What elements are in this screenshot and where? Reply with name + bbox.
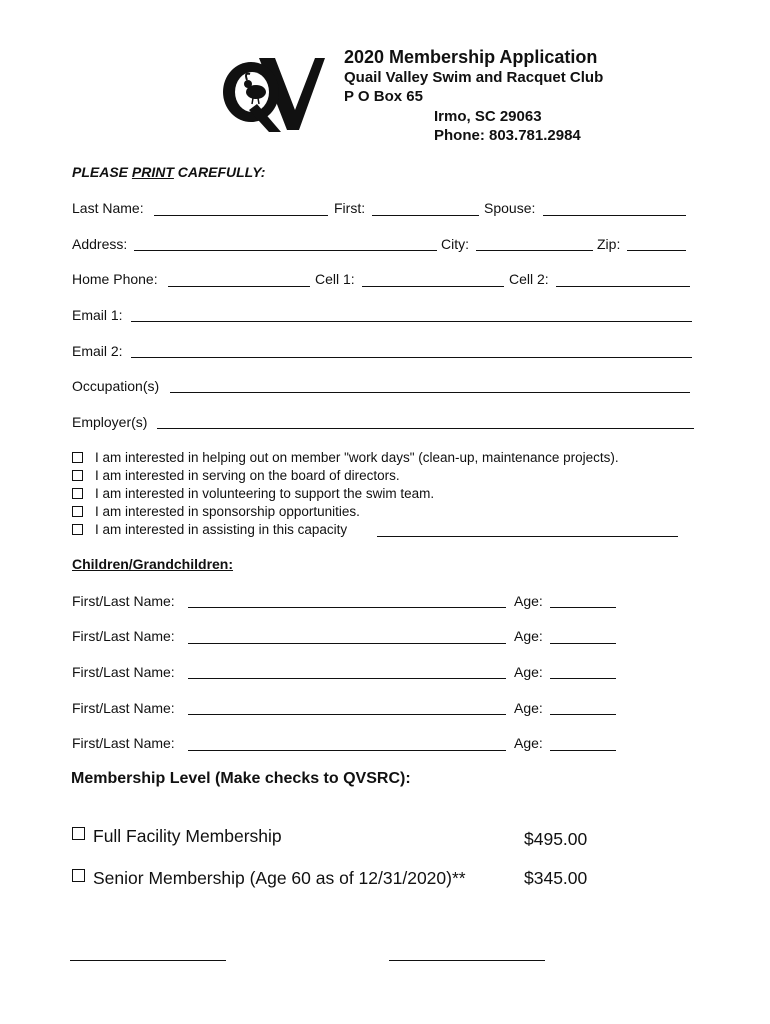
first-name-label: First: bbox=[334, 200, 366, 216]
price-senior: $345.00 bbox=[524, 868, 588, 888]
home-phone-field[interactable] bbox=[168, 286, 310, 287]
qv-quail-logo-icon bbox=[219, 52, 325, 132]
child-name-label: First/Last Name: bbox=[72, 664, 175, 680]
child-age-field[interactable] bbox=[550, 750, 616, 751]
zip-field[interactable] bbox=[627, 250, 686, 251]
child-age-label: Age: bbox=[514, 700, 543, 716]
checkbox-icon[interactable] bbox=[72, 869, 85, 882]
email2-label: Email 2: bbox=[72, 343, 123, 359]
interest-capacity[interactable]: I am interested in assisting in this capacity bbox=[72, 522, 347, 537]
child-age-field[interactable] bbox=[550, 607, 616, 608]
po-box: P O Box 65 bbox=[344, 88, 423, 105]
child-name-field[interactable] bbox=[188, 607, 506, 608]
phone: Phone: 803.781.2984 bbox=[434, 127, 581, 144]
checkbox-icon[interactable] bbox=[72, 470, 83, 481]
email2-field[interactable] bbox=[131, 357, 692, 358]
interest-sponsorship[interactable]: I am interested in sponsorship opportunities. bbox=[72, 504, 360, 519]
interest-board[interactable]: I am interested in serving on the board of directors. bbox=[72, 468, 400, 483]
address-field[interactable] bbox=[134, 250, 437, 251]
membership-heading: Membership Level (Make checks to QVSRC): bbox=[71, 770, 411, 787]
child-name-label: First/Last Name: bbox=[72, 700, 175, 716]
email1-field[interactable] bbox=[131, 321, 692, 322]
last-name-label: Last Name: bbox=[72, 200, 144, 216]
employer-label: Employer(s) bbox=[72, 414, 148, 430]
checkbox-icon[interactable] bbox=[72, 488, 83, 499]
first-name-field[interactable] bbox=[372, 215, 479, 216]
child-age-label: Age: bbox=[514, 664, 543, 680]
child-age-label: Age: bbox=[514, 593, 543, 609]
child-age-field[interactable] bbox=[550, 714, 616, 715]
last-name-field[interactable] bbox=[154, 215, 328, 216]
email1-label: Email 1: bbox=[72, 307, 123, 323]
checkbox-icon[interactable] bbox=[72, 506, 83, 517]
membership-option-senior[interactable]: Senior Membership (Age 60 as of 12/31/2020)** bbox=[72, 868, 466, 889]
membership-option-full[interactable]: Full Facility Membership bbox=[72, 826, 282, 847]
form-title: 2020 Membership Application bbox=[344, 47, 598, 67]
child-age-field[interactable] bbox=[550, 643, 616, 644]
capacity-field[interactable] bbox=[377, 536, 678, 537]
child-name-label: First/Last Name: bbox=[72, 735, 175, 751]
children-heading: Children/Grandchildren: bbox=[72, 556, 234, 572]
child-name-field[interactable] bbox=[188, 643, 506, 644]
print-instructions: PLEASE PRINT CAREFULLY: bbox=[72, 164, 266, 180]
zip-label: Zip: bbox=[597, 236, 621, 252]
home-phone-label: Home Phone: bbox=[72, 271, 158, 287]
cell1-field[interactable] bbox=[362, 286, 504, 287]
child-name-label: First/Last Name: bbox=[72, 628, 175, 644]
city-label: City: bbox=[441, 236, 469, 252]
child-age-field[interactable] bbox=[550, 678, 616, 679]
cell2-label: Cell 2: bbox=[509, 271, 549, 287]
club-name: Quail Valley Swim and Racquet Club bbox=[344, 69, 604, 86]
spouse-field[interactable] bbox=[543, 215, 686, 216]
price-full: $495.00 bbox=[524, 829, 588, 849]
child-age-label: Age: bbox=[514, 735, 543, 751]
occupation-field[interactable] bbox=[170, 392, 690, 393]
city-field[interactable] bbox=[476, 250, 593, 251]
child-name-field[interactable] bbox=[188, 678, 506, 679]
spouse-label: Spouse: bbox=[484, 200, 536, 216]
address-label: Address: bbox=[72, 236, 128, 252]
checkbox-icon[interactable] bbox=[72, 827, 85, 840]
occupation-label: Occupation(s) bbox=[72, 378, 160, 394]
checkbox-icon[interactable] bbox=[72, 452, 83, 463]
cell1-label: Cell 1: bbox=[315, 271, 355, 287]
employer-field[interactable] bbox=[157, 428, 694, 429]
signature-line-left[interactable] bbox=[70, 960, 226, 961]
child-age-label: Age: bbox=[514, 628, 543, 644]
city-state: Irmo, SC 29063 bbox=[434, 108, 542, 125]
signature-line-right[interactable] bbox=[389, 960, 545, 961]
cell2-field[interactable] bbox=[556, 286, 690, 287]
child-name-label: First/Last Name: bbox=[72, 593, 175, 609]
interest-swim-team[interactable]: I am interested in volunteering to support the swim team. bbox=[72, 486, 434, 501]
child-name-field[interactable] bbox=[188, 714, 506, 715]
interest-work-days[interactable]: I am interested in helping out on member "work days" (clean-up, maintenance projects). bbox=[72, 450, 619, 465]
child-name-field[interactable] bbox=[188, 750, 506, 751]
checkbox-icon[interactable] bbox=[72, 524, 83, 535]
